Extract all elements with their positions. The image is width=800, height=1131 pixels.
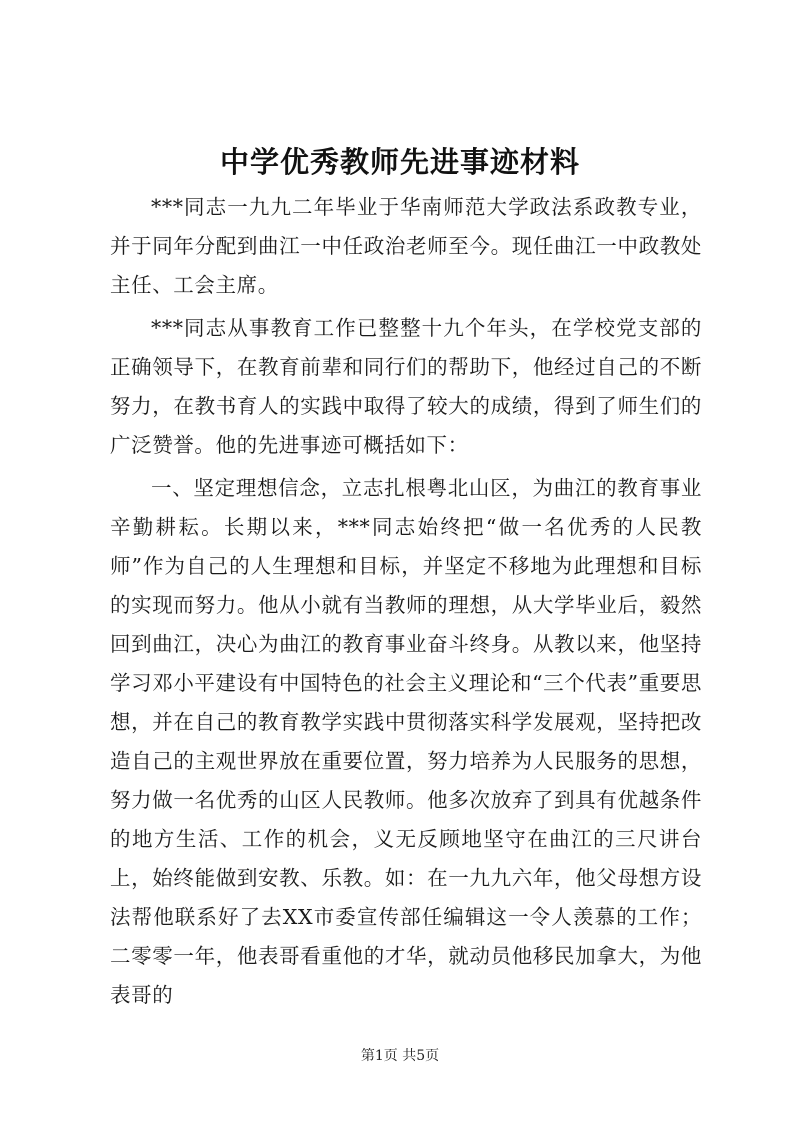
paragraph-overview: ***同志从事教育工作已整整十九个年头，在学校党支部的正确领导下，在教育前辈和同行们的帮助下，他经过自己的不断努力，在教书育人的实践中取得了较大的成绩，得到了师生们的广泛赞誉。他的先进事迹可概括如下： [110,316,702,457]
paragraph-section-one: 一、坚定理想信念，立志扎根粤北山区，为曲江的教育事业辛勤耕耘。长期以来，***同志始终把“做一名优秀的人民教师”作为自己的人生理想和目标，并坚定不移地为此理想和目标的实现而努力。他从小就有当教师的理想，从大学毕业后，毅然回到曲江，决心为曲江的教育事业奋斗终身。从教以来，他坚持学习邓小平建设有中国特色的社会主义理论和“三个代表”重要思想，并在自己的教育教学实践中贯彻落实科学发展观，坚持把改造自己的主观世界放在重要位置，努力培养为人民服务的思想，努力做一名优秀的山区人民教师。他多次放弃了到具有优越条件的地方生活、工作的机会，义无反顾地坚守在曲江的三尺讲台上，始终能做到安教、乐教。如：在一九九六年，他父母想方设法帮他联系好了去XX市委宣传部任编辑这一令人羡慕的工作；二零零一年，他表哥看重他的才华，就动员他移民加拿大，为他表哥的 [110,476,702,1007]
document-body [110,188,702,1015]
paragraph-intro: ***同志一九九二年毕业于华南师范大学政法系政教专业，并于同年分配到曲江一中任政治老师至今。现任曲江一中政教处主任、工会主席。 [110,195,702,297]
page-footer [0,1046,800,1066]
document-title: 中学优秀教师先进事迹材料 [219,145,580,179]
page-number-label: 第1页 共5页 [360,1048,440,1064]
